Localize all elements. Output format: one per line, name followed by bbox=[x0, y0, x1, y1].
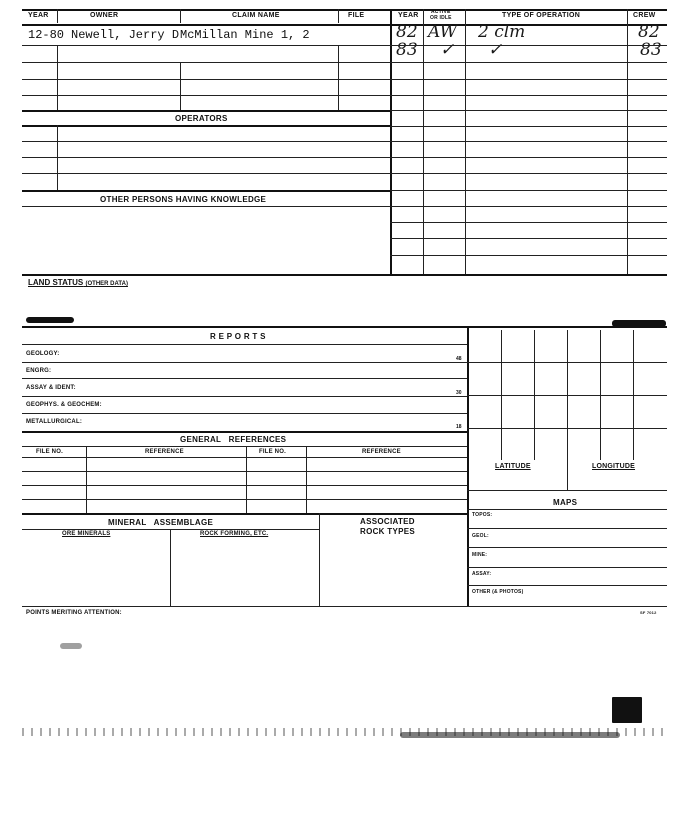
rock-types-label: ROCK TYPES bbox=[360, 527, 416, 536]
geology-label: GEOLOGY: bbox=[26, 351, 60, 357]
longitude-label: LONGITUDE bbox=[592, 463, 636, 470]
geophys-geochem-label: GEOPHYS. & GEOCHEM: bbox=[26, 402, 102, 408]
row1-year: 12-80 bbox=[28, 28, 65, 42]
maps-heading: MAPS bbox=[553, 498, 578, 507]
general-references-heading: GENERAL REFERENCES bbox=[180, 435, 287, 444]
activity-row2-active: ✓ bbox=[440, 40, 455, 60]
reference-header-2: REFERENCE bbox=[362, 449, 401, 455]
num-48: 48 bbox=[456, 356, 462, 362]
activity-row1-type: 2 clm bbox=[478, 22, 526, 42]
col-owner-header: OWNER bbox=[90, 12, 119, 19]
mineral-assemblage-heading: MINERAL ASSEMBLAGE bbox=[108, 518, 214, 527]
engrg-label: ENGRG: bbox=[26, 368, 52, 374]
points-meriting-attention-label: POINTS MERITING ATTENTION: bbox=[26, 610, 122, 616]
land-status-label: LAND STATUS bbox=[28, 278, 84, 287]
other-photos-label: OTHER (& PHOTOS) bbox=[472, 589, 524, 595]
row1-owner: Newell, Jerry D bbox=[71, 28, 180, 42]
active-header-top: ACTIVE bbox=[431, 9, 451, 15]
file-no-header-1: FILE NO. bbox=[36, 449, 63, 455]
latitude-label: LATITUDE bbox=[495, 463, 531, 470]
form-number: SF 7012 bbox=[640, 610, 657, 615]
ink-smear-left bbox=[26, 317, 74, 323]
land-status-sub: (OTHER DATA) bbox=[85, 281, 128, 287]
activity-row1-year: 82 bbox=[396, 22, 418, 42]
num-18: 18 bbox=[456, 424, 462, 430]
col-file-header: FILE bbox=[348, 12, 365, 19]
reference-header-1: REFERENCE bbox=[145, 449, 184, 455]
ore-minerals-header: ORE MINERALS bbox=[62, 531, 111, 537]
activity-row2-crew: 83 bbox=[640, 40, 662, 60]
mine-label: MINE: bbox=[472, 552, 488, 558]
activity-row1-crew: 82 bbox=[638, 22, 660, 42]
other-persons-heading: OTHER PERSONS HAVING KNOWLEDGE bbox=[100, 195, 267, 204]
type-of-operation-header: TYPE OF OPERATION bbox=[502, 12, 581, 19]
activity-row1-active: AW bbox=[428, 22, 458, 42]
operators-heading: OPERATORS bbox=[175, 114, 228, 123]
activity-row2-type: ✓ bbox=[488, 40, 503, 60]
num-30: 30 bbox=[456, 390, 462, 396]
assay-label: ASSAY: bbox=[472, 571, 492, 577]
associated-label: ASSOCIATED bbox=[360, 517, 415, 526]
active-header-bottom: OR IDLE bbox=[430, 15, 452, 21]
reports-heading: R E P O R T S bbox=[210, 332, 266, 341]
scan-speck bbox=[60, 643, 82, 649]
file-no-header-2: FILE NO. bbox=[259, 449, 286, 455]
scan-black-block bbox=[612, 697, 642, 723]
rock-forming-header: ROCK FORMING, ETC. bbox=[200, 531, 269, 537]
land-status-heading bbox=[28, 278, 128, 287]
top-border bbox=[22, 9, 667, 11]
row1-claim-name: McMillan Mine 1, 2 bbox=[180, 28, 310, 42]
activity-year-header: YEAR bbox=[398, 12, 419, 19]
metallurgical-label: METALLURGICAL: bbox=[26, 419, 83, 425]
geol-label: GEOL: bbox=[472, 533, 489, 539]
col-year-header: YEAR bbox=[28, 12, 49, 19]
scan-smudge bbox=[400, 732, 620, 738]
topos-label: TOPOS: bbox=[472, 512, 493, 518]
assay-ident-label: ASSAY & IDENT: bbox=[26, 385, 76, 391]
crew-header: CREW bbox=[633, 12, 656, 19]
activity-row2-year: 83 bbox=[396, 40, 418, 60]
col-claim-name-header: CLAIM NAME bbox=[232, 12, 280, 19]
